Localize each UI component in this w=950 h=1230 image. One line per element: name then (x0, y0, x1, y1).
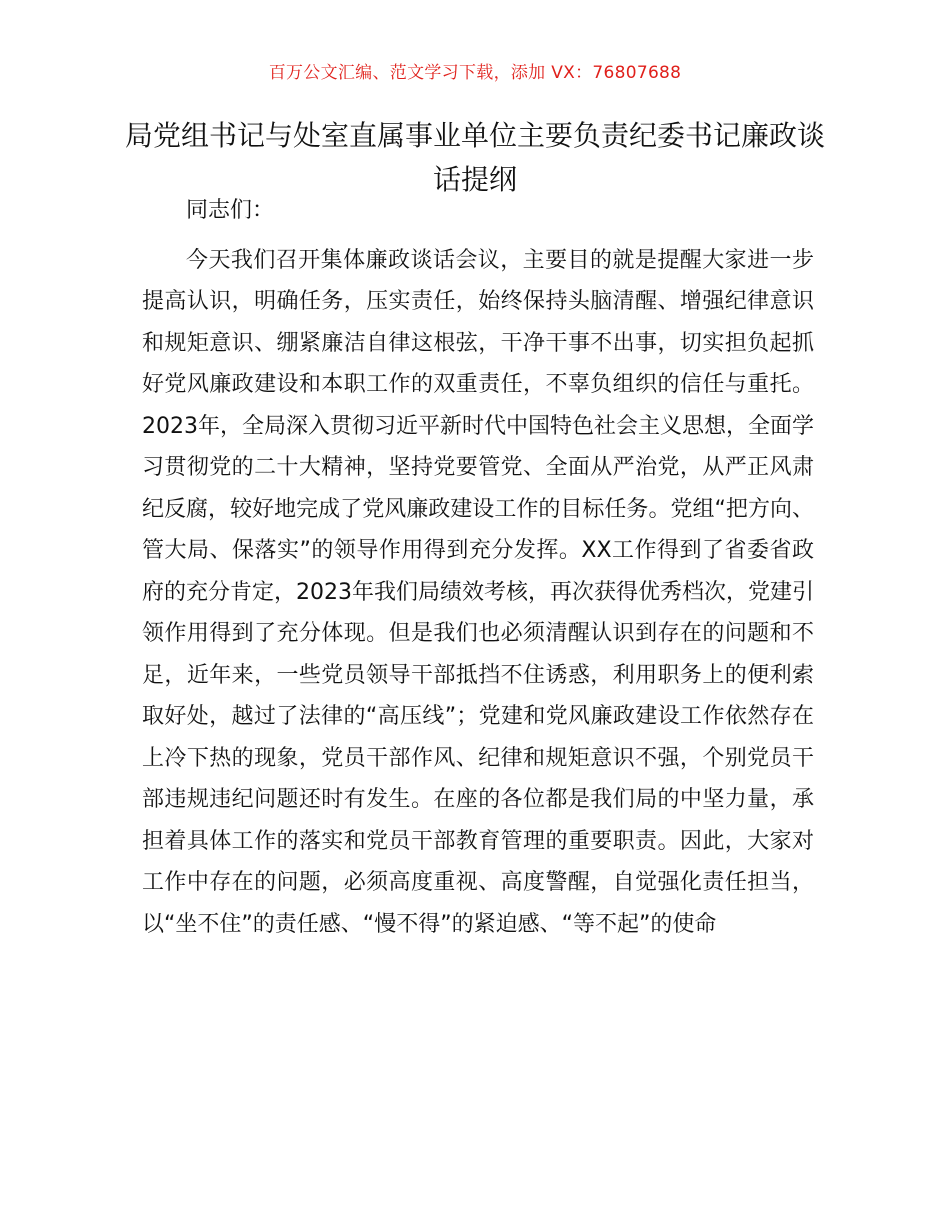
body-paragraph: 今天我们召开集体廉政谈话会议，主要目的就是提醒大家进一步提高认识，明确任务，压实责任，始终保持头脑清醒、增强纪律意识和规矩意识、绷紧廉洁自律这根弦，干净干事不出事，切实担负起抓好党风廉政建设和本职工作的双重责任，不辜负组织的信任与重托。2023年，全局深入贯彻习近平新时代中国特色社会主义思想，全面学习贯彻党的二十大精神，坚持党要管党、全面从严治党，从严正风肃纪反腐，较好地完成了党风廉政建设工作的目标任务。党组“把方向、管大局、保落实”的领导作用得到充分发挥。XX工作得到了省委省政府的充分肯定，2023年我们局绩效考核，再次获得优秀档次，党建引领作用得到了充分体现。但是我们也必须清醒认识到存在的问题和不足，近年来，一些党员领导干部抵挡不住诱惑，利用职务上的便利索取好处，越过了法律的“高压线”；党建和党风廉政建设工作依然存在上冷下热的现象，党员干部作风、纪律和规矩意识不强，个别党员干部违规违纪问题还时有发生。在座的各位都是我们局的中坚力量，承担着具体工作的落实和党员干部教育管理的重要职责。因此，大家对工作中存在的问题，必须高度重视、高度警醒，自觉强化责任担当，以“坐不住”的责任感、“慢不得”的紧迫感、“等不起”的使命 (142, 247, 814, 937)
greeting: 同志们： (186, 198, 275, 223)
document-title: 局党组书记与处室直属事业单位主要负责纪委书记廉政谈话提纲 (124, 119, 825, 196)
document-body (142, 190, 814, 945)
watermark-banner: 百万公文汇编、范文学习下载，添加 VX：76807688 (268, 63, 682, 83)
